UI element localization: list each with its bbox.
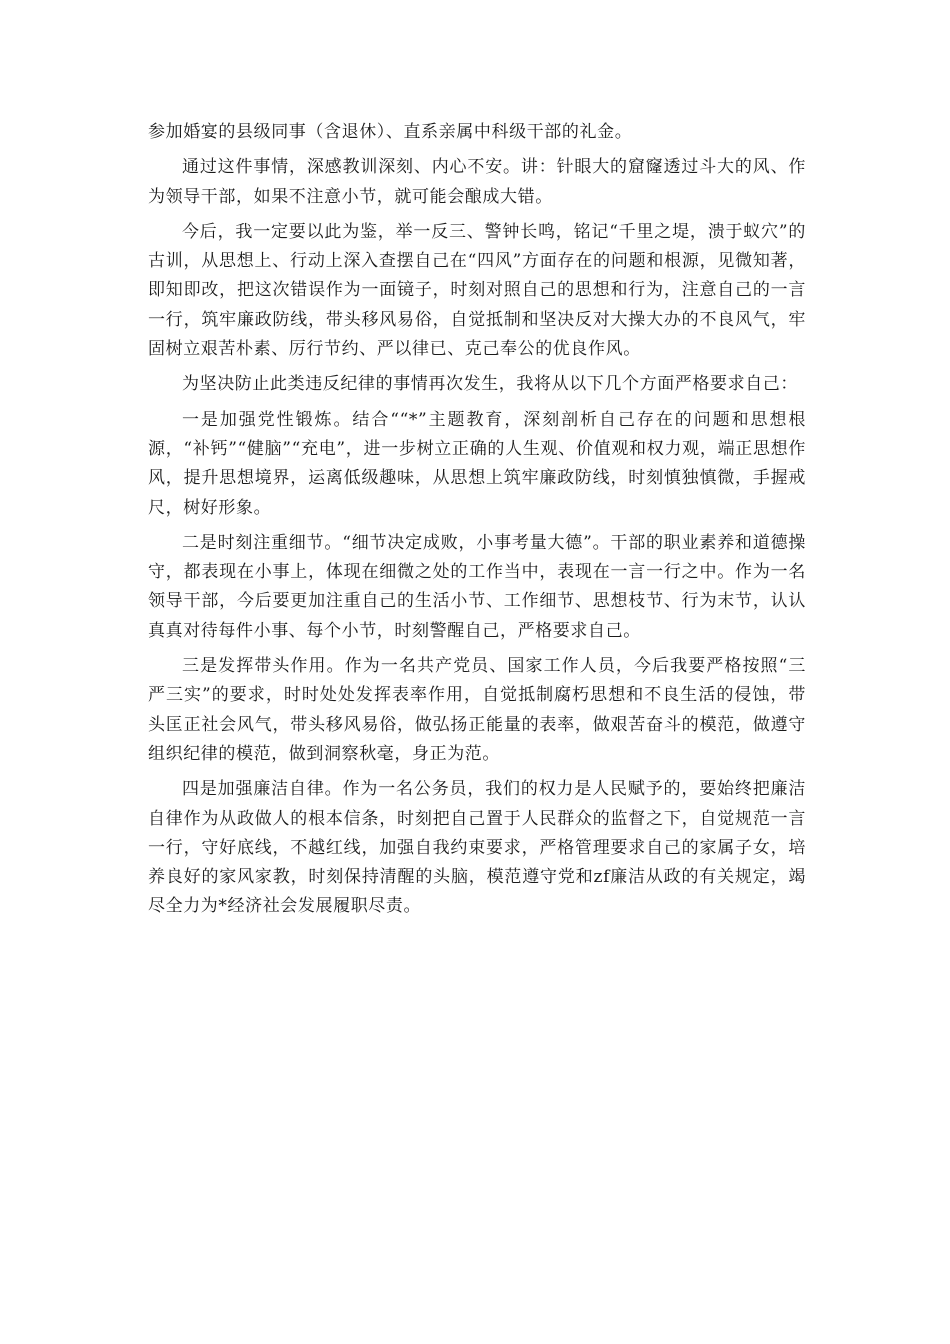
paragraph-point-three: 三是发挥带头作用。作为一名共产党员、国家工作人员，今后我要严格按照“三严三实”的要求，时时处处发挥表率作用，自觉抵制腐朽思想和不良生活的侵蚀，带头匡正社会风气，带头移风易俗，做弘扬正能量的表率，做艰苦奋斗的模范，做遵守组织纪律的模范，做到洞察秋毫，身正为范。: [148, 656, 806, 764]
paragraph-lesson: 通过这件事情，深感教训深刻、内心不安。讲：针眼大的窟窿透过斗大的风、作为领导干部，如果不注意小节，就可能会酿成大错。: [148, 157, 806, 207]
paragraph-point-one: 一是加强党性锻炼。结合““*”主题教育，深刻剖析自己存在的问题和思想根源，“补钙”“健脑”“充电”，进一步树立正确的人生观、价值观和权力观，端正思想作风，提升思想境界，运离低级趣味，从思想上筑牢廉政防线，时刻慎独慎微，手握戒尺，树好形象。: [148, 409, 806, 518]
document-body: [148, 118, 806, 928]
paragraph-point-two: 二是时刻注重细节。“细节决定成败，小事考量大德”。干部的职业素养和道德操守，都表现在小事上，体现在细微之处的工作当中，表现在一言一行之中。作为一名领导干部，今后要更加注重自己的生活小节、工作细节、思想枝节、行为末节，认认真真对待每件小事、每个小节，时刻警醒自己，严格要求自己。: [148, 532, 806, 641]
paragraph-resolution: 今后，我一定要以此为鉴，举一反三、警钟长鸣，铭记“千里之堤，溃于蚁穴”的古训，从思想上、行动上深入查摆自己在“四风”方面存在的问题和根源，见微知著，即知即改，把这次错误作为一面镜子，时刻对照自己的思想和行为，注意自己的一言一行，筑牢廉政防线，带头移风易俗，自觉抵制和坚决反对大操大办的不良风气，牢固树立艰苦朴素、厉行节约、严以律已、克己奉公的优良作风。: [148, 221, 806, 360]
paragraph-point-four: 四是加强廉洁自律。作为一名公务员，我们的权力是人民赋予的，要始终把廉洁自律作为从政做人的根本信条，时刻把自己置于人民群众的监督之下，自觉规范一言一行，守好底线，不越红线，加强自我约束要求，严格管理要求自己的家属子女，培养良好的家风家教，时刻保持清醒的头脑，模范遵守党和zf廉洁从政的有关规定，竭尽全力为*经济社会发展履职尽责。: [148, 779, 806, 917]
paragraph-continuation: 参加婚宴的县级同事（含退休）、直系亲属中科级干部的礼金。: [148, 122, 633, 142]
paragraph-intro-requirements: 为坚决防止此类违反纪律的事情再次发生，我将从以下几个方面严格要求自己：: [182, 374, 798, 395]
